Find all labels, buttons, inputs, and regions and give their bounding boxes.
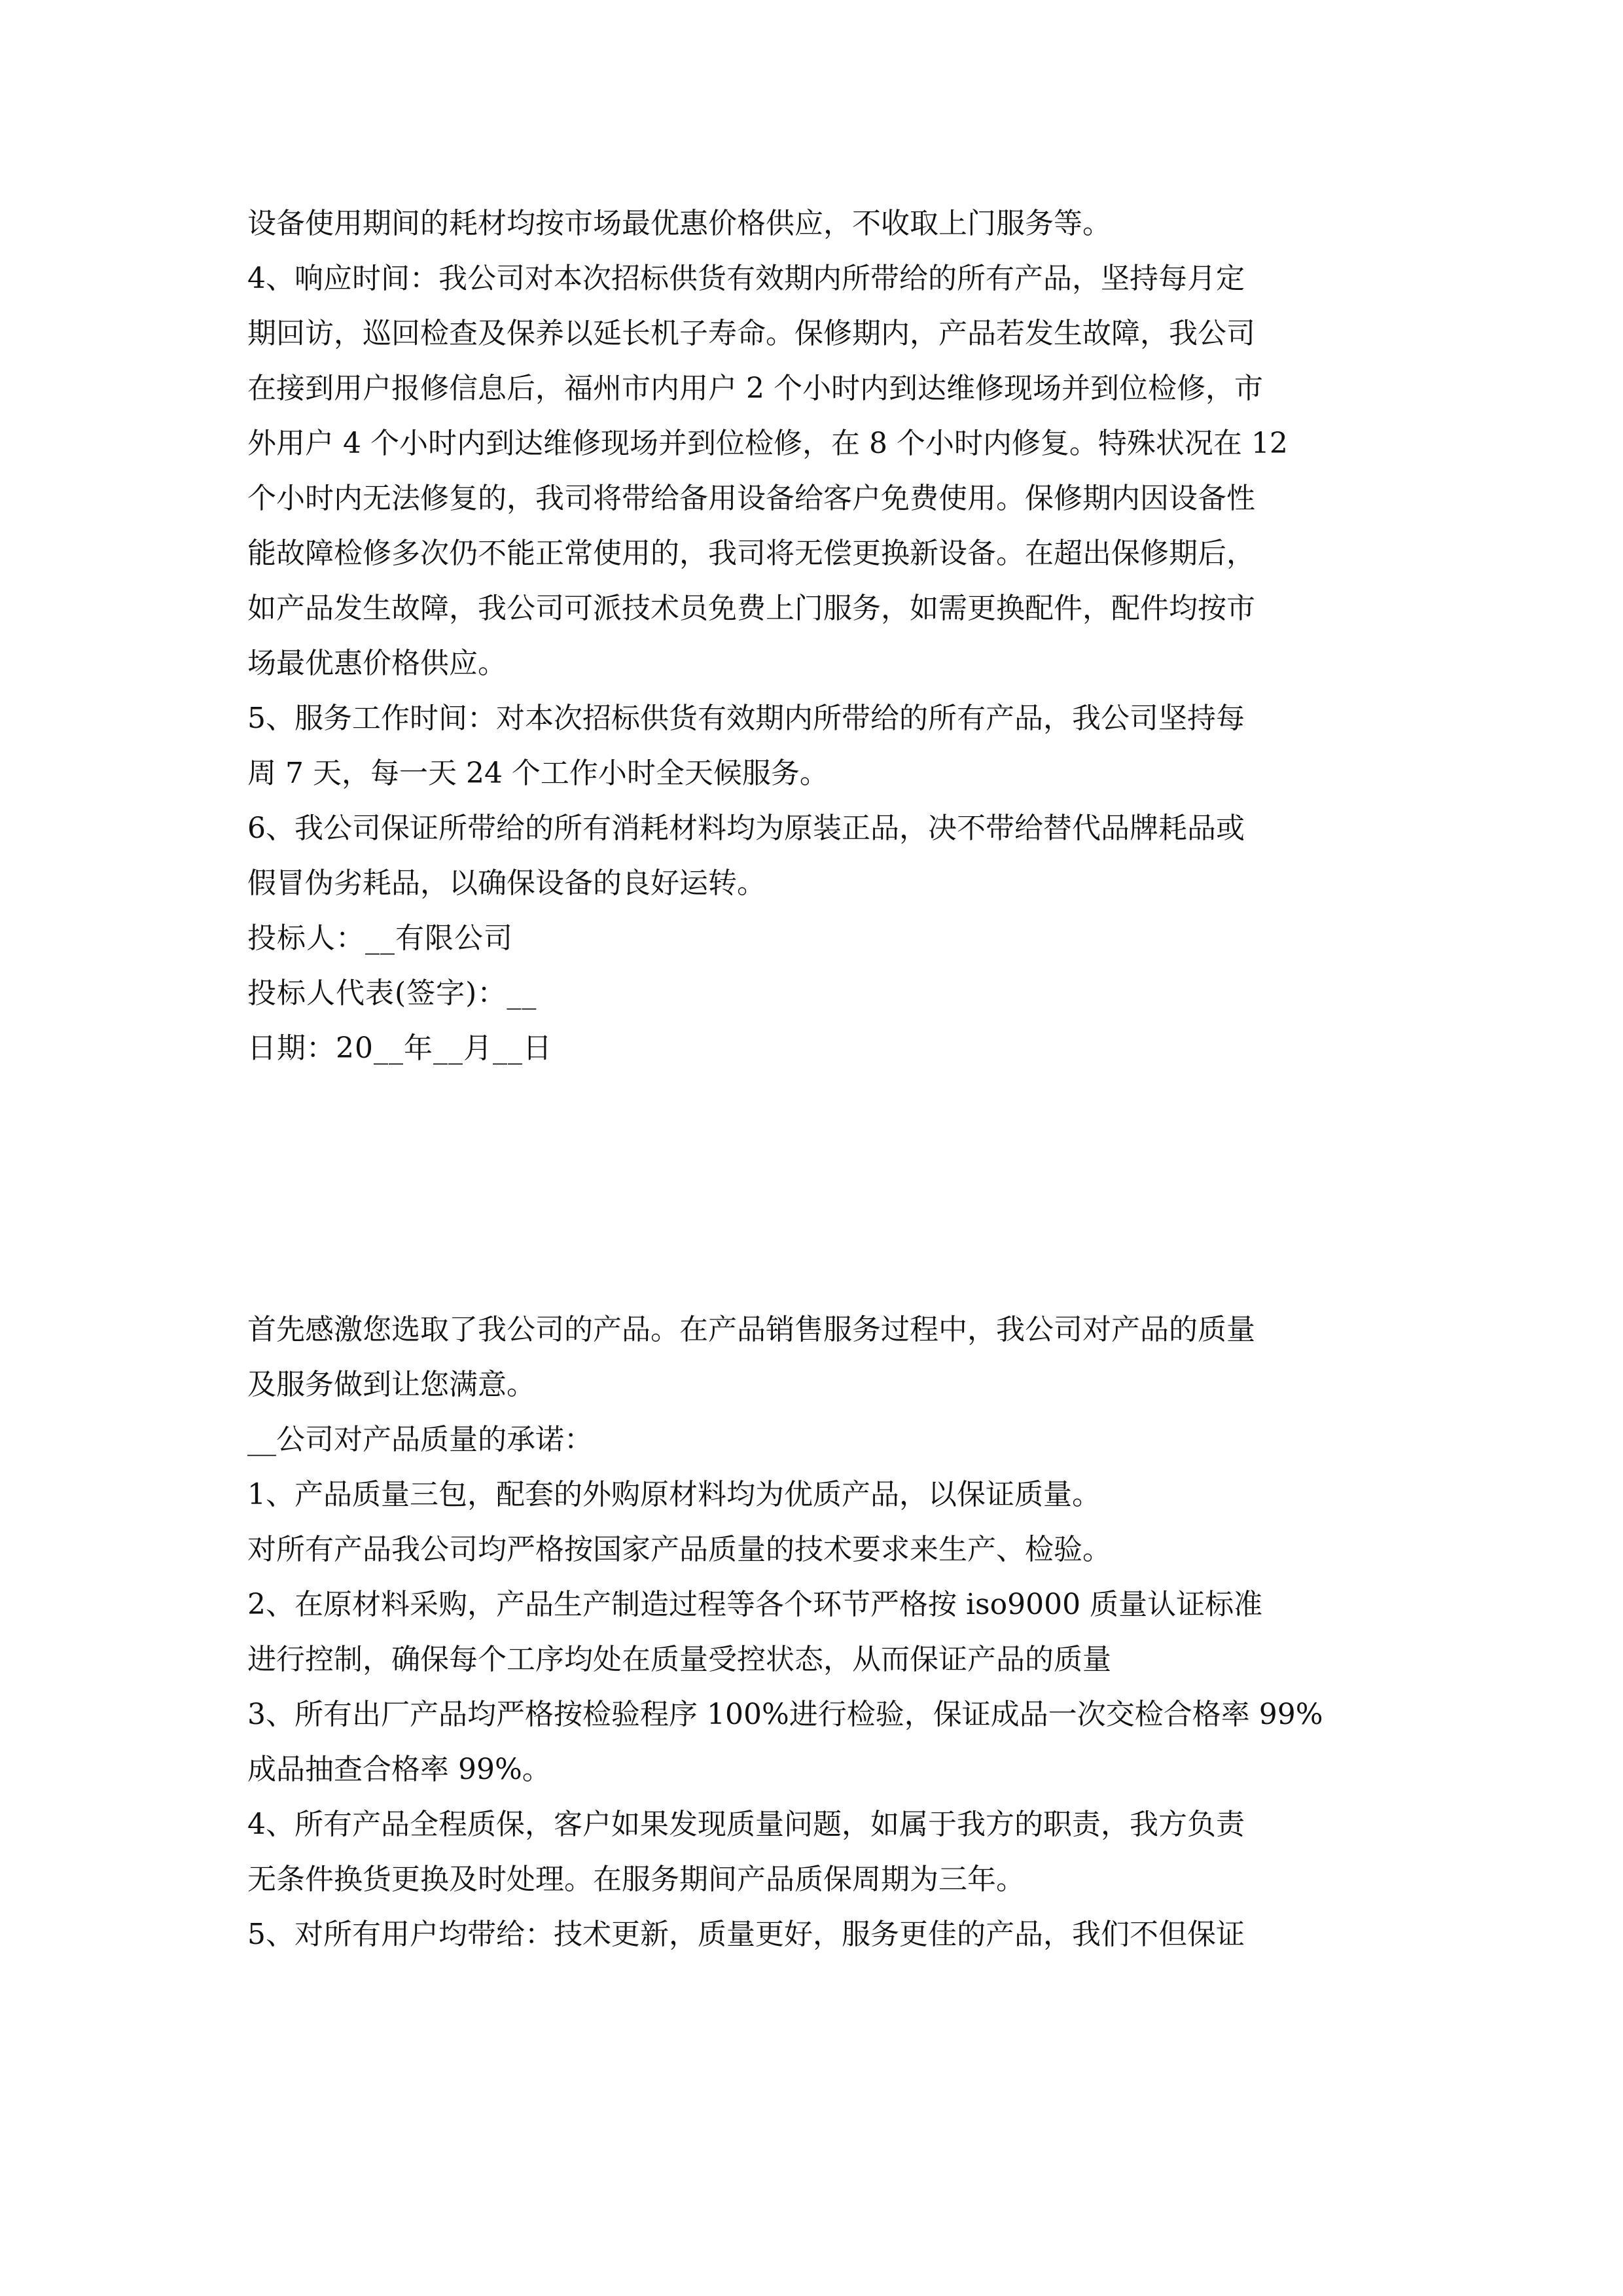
paragraph-line: 在接到用户报修信息后，福州市内用户 2 个小时内到达维修现场并到位检修，市 [247, 372, 1263, 405]
paragraph-line: 无条件换货更换及时处理。在服务期间产品质保周期为三年。 [247, 1863, 1025, 1896]
paragraph-line: 能故障检修多次仍不能正常使用的，我司将无偿更换新设备。在超出保修期后， [247, 537, 1255, 570]
paragraph-line: 成品抽查合格率 99%。 [247, 1753, 551, 1786]
paragraph-line: 对所有产品我公司均严格按国家产品质量的技术要求来生产、检验。 [247, 1533, 1111, 1566]
paragraph-line: 5、对所有用户均带给：技术更新，质量更好，服务更佳的产品，我们不但保证 [247, 1918, 1245, 1951]
quality-commitment-section [247, 1302, 1399, 1962]
paragraph-line: 2、在原材料采购，产品生产制造过程等各个环节严格按 iso9000 质量认证标准 [247, 1588, 1263, 1621]
paragraph-line: 设备使用期间的耗材均按市场最优惠价格供应，不收取上门服务等。 [247, 207, 1111, 240]
paragraph-line: 如产品发生故障，我公司可派技术员免费上门服务，如需更换配件，配件均按市 [247, 592, 1255, 625]
paragraph-line: 个小时内无法修复的，我司将带给备用设备给客户免费使用。保修期内因设备性 [247, 482, 1255, 515]
paragraph-line: 进行控制，确保每个工序均处在质量受控状态，从而保证产品的质量 [247, 1643, 1111, 1676]
paragraph-line: 假冒伪劣耗品，以确保设备的良好运转。 [247, 867, 766, 900]
paragraph-line: __公司对产品质量的承诺： [247, 1423, 593, 1456]
paragraph-line: 及服务做到让您满意。 [247, 1368, 535, 1401]
paragraph-line: 场最优惠价格供应。 [247, 647, 507, 680]
representative-signature-line: 投标人代表(签字)：__ [247, 977, 537, 1010]
paragraph-line: 4、响应时间：我公司对本次招标供货有效期内所带给的所有产品，坚持每月定 [247, 262, 1245, 295]
bidder-line: 投标人：__有限公司 [247, 922, 513, 955]
paragraph-line: 3、所有出厂产品均严格按检验程序 100%进行检验，保证成品一次交检合格率 99% [247, 1698, 1323, 1731]
paragraph-line: 期回访，巡回检查及保养以延长机子寿命。保修期内，产品若发生故障，我公司 [247, 317, 1255, 350]
paragraph-line: 首先感激您选取了我公司的产品。在产品销售服务过程中，我公司对产品的质量 [247, 1313, 1255, 1346]
warranty-section [247, 196, 1399, 1076]
paragraph-line: 周 7 天，每一天 24 个工作小时全天候服务。 [247, 757, 829, 790]
paragraph-line: 外用户 4 个小时内到达维修现场并到位检修，在 8 个小时内修复。特殊状况在 12 [247, 427, 1288, 460]
paragraph-line: 1、产品质量三包，配套的外购原材料均为优质产品，以保证质量。 [247, 1478, 1101, 1511]
paragraph-line: 4、所有产品全程质保，客户如果发现质量问题，如属于我方的职责，我方负责 [247, 1808, 1245, 1841]
paragraph-line: 6、我公司保证所带给的所有消耗材料均为原装正品，决不带给替代品牌耗品或 [247, 812, 1245, 845]
date-line: 日期：20__年__月__日 [247, 1031, 552, 1065]
paragraph-line: 5、服务工作时间：对本次招标供货有效期内所带给的所有产品，我公司坚持每 [247, 702, 1245, 735]
